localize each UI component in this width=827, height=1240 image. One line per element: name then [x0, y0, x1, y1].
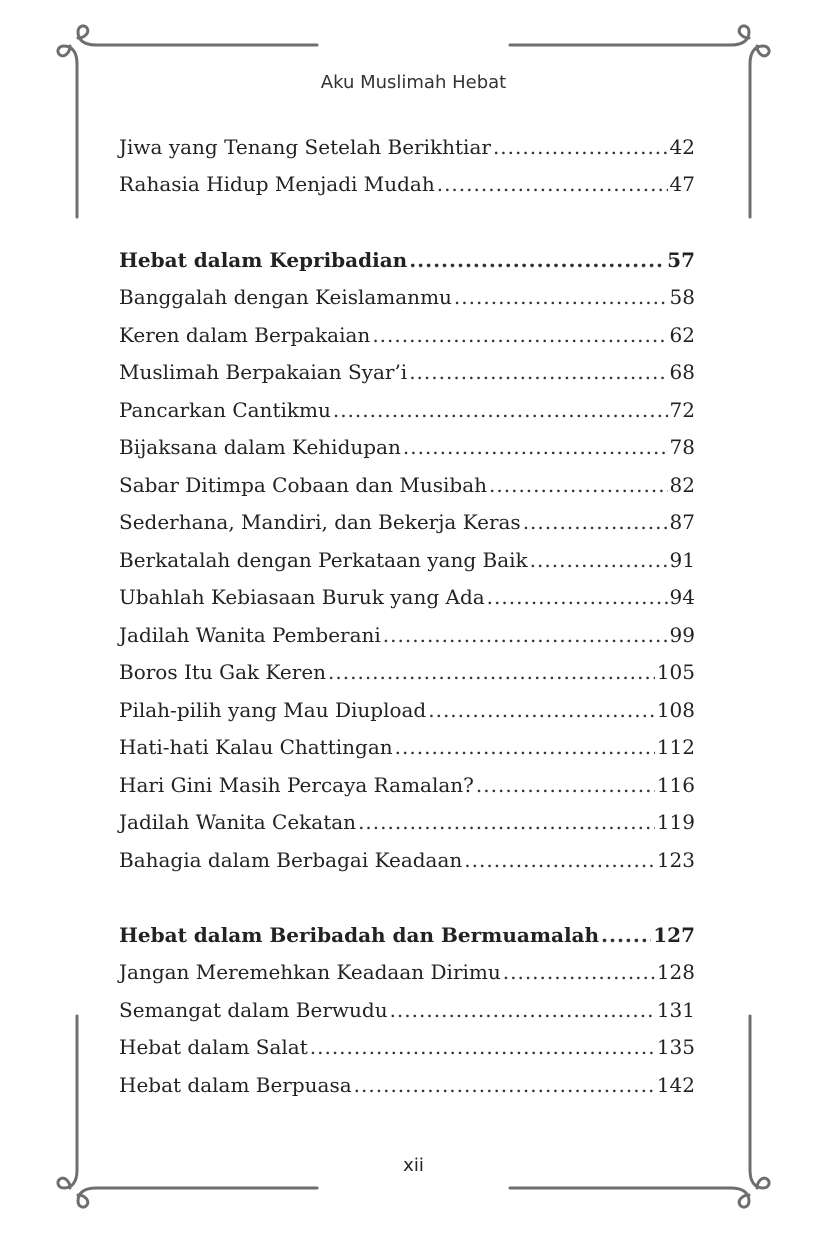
- toc-entry: [119, 732, 695, 762]
- toc-entry: [119, 995, 695, 1025]
- toc-entry-page: 116: [656, 773, 695, 797]
- toc-entry-title: Bijaksana dalam Kehidupan: [119, 435, 401, 459]
- toc-section-heading: [119, 920, 695, 950]
- dot-leader: [503, 957, 655, 987]
- toc-entry-title: Hari Gini Masih Percaya Ramalan?: [119, 773, 474, 797]
- toc-entry: [119, 432, 695, 462]
- toc-entry-title: Hebat dalam Salat: [119, 1035, 308, 1059]
- toc-entry: [119, 770, 695, 800]
- toc-entry-title: Hebat dalam Kepribadian: [119, 248, 408, 272]
- toc-entry: [119, 395, 695, 425]
- toc-section-heading: [119, 245, 695, 275]
- toc-entry-title: Jangan Meremehkan Keadaan Dirimu: [119, 960, 501, 984]
- toc-entry-title: Pilah-pilih yang Mau Diupload: [119, 698, 427, 722]
- toc-entry-page: 47: [669, 172, 695, 196]
- dot-leader: [530, 545, 668, 575]
- toc-entry-title: Jadilah Wanita Pemberani: [119, 623, 381, 647]
- toc-entry-title: Semangat dalam Berwudu: [119, 998, 388, 1022]
- toc-entry-page: 128: [656, 960, 695, 984]
- toc-entry: [119, 169, 695, 199]
- dot-leader: [437, 169, 668, 199]
- toc-entry: [119, 582, 695, 612]
- toc-entry-page: 119: [656, 810, 695, 834]
- toc-entry-page: 123: [656, 848, 695, 872]
- toc-entry-title: Hebat dalam Berpuasa: [119, 1073, 352, 1097]
- page-number: xii: [403, 1155, 424, 1176]
- toc-entry-title: Keren dalam Berpakaian: [119, 323, 371, 347]
- dot-leader: [523, 507, 668, 537]
- toc-entry: [119, 957, 695, 987]
- dot-leader: [464, 845, 655, 875]
- toc-entry: [119, 695, 695, 725]
- toc-entry-title: Pancarkan Cantikmu: [119, 398, 331, 422]
- toc-entry-title: Jiwa yang Tenang Setelah Berikhtiar: [119, 135, 491, 159]
- dot-leader: [310, 1032, 655, 1062]
- toc-entry-page: 58: [669, 285, 695, 309]
- toc-entry: [119, 807, 695, 837]
- toc-entry-page: 42: [669, 135, 695, 159]
- toc-entry-title: Sabar Ditimpa Cobaan dan Musibah: [119, 473, 488, 497]
- toc-entry-title: Muslimah Berpakaian Syar’i: [119, 360, 408, 384]
- dot-leader: [409, 357, 667, 387]
- toc-entry-title: Hebat dalam Beribadah dan Bermuamalah: [119, 923, 600, 947]
- toc-entry-page: 94: [669, 585, 695, 609]
- dot-leader: [489, 470, 668, 500]
- dot-leader: [403, 432, 668, 462]
- toc-entry-title: Berkatalah dengan Perkataan yang Baik: [119, 548, 528, 572]
- toc-entry-title: Hati-hati Kalau Chattingan: [119, 735, 393, 759]
- dot-leader: [372, 320, 667, 350]
- toc-entry-page: 108: [656, 698, 695, 722]
- toc-entry: [119, 470, 695, 500]
- toc-entry: [119, 1070, 695, 1100]
- dot-leader: [395, 732, 655, 762]
- toc-entry-page: 91: [669, 548, 695, 572]
- dot-leader: [409, 245, 665, 275]
- toc-entry-page: 87: [669, 510, 695, 534]
- toc-entry-page: 72: [669, 398, 695, 422]
- toc-entry: [119, 507, 695, 537]
- dot-leader: [601, 920, 651, 950]
- toc-entry-page: 57: [667, 248, 695, 272]
- dot-leader: [333, 395, 668, 425]
- toc-entry-page: 135: [656, 1035, 695, 1059]
- toc-entry-title: Sederhana, Mandiri, dan Bekerja Keras: [119, 510, 521, 534]
- dot-leader: [390, 995, 655, 1025]
- toc-entry-page: 142: [656, 1073, 695, 1097]
- dot-leader: [428, 695, 655, 725]
- toc-entry-page: 105: [656, 660, 695, 684]
- toc-entry-title: Banggalah dengan Keislamanmu: [119, 285, 452, 309]
- dot-leader: [358, 807, 655, 837]
- toc-entry: [119, 132, 695, 162]
- dot-leader: [476, 770, 655, 800]
- toc-entry-title: Boros Itu Gak Keren: [119, 660, 327, 684]
- running-header: Aku Muslimah Hebat: [320, 72, 507, 93]
- toc-entry-page: 68: [669, 360, 695, 384]
- toc-entry-title: Rahasia Hidup Menjadi Mudah: [119, 172, 435, 196]
- toc-entry-page: 62: [669, 323, 695, 347]
- toc-entry-title: Ubahlah Kebiasaan Buruk yang Ada: [119, 585, 485, 609]
- dot-leader: [454, 282, 668, 312]
- dot-leader: [383, 620, 668, 650]
- dot-leader: [487, 582, 668, 612]
- dot-leader: [493, 132, 668, 162]
- toc-entry-page: 131: [656, 998, 695, 1022]
- toc-entry: [119, 282, 695, 312]
- dot-leader: [328, 657, 655, 687]
- toc-entry: [119, 657, 695, 687]
- toc-entry-page: 127: [653, 923, 695, 947]
- dot-leader: [354, 1070, 655, 1100]
- toc-entry-page: 78: [669, 435, 695, 459]
- toc-entry-page: 112: [656, 735, 695, 759]
- toc-entry: [119, 1032, 695, 1062]
- toc-entry-title: Jadilah Wanita Cekatan: [119, 810, 357, 834]
- toc-entry: [119, 545, 695, 575]
- toc-entry-page: 82: [669, 473, 695, 497]
- toc-entry: [119, 845, 695, 875]
- toc-entry: [119, 320, 695, 350]
- toc-entry: [119, 357, 695, 387]
- toc-entry-title: Bahagia dalam Berbagai Keadaan: [119, 848, 463, 872]
- toc-entry: [119, 620, 695, 650]
- toc-entry-page: 99: [669, 623, 695, 647]
